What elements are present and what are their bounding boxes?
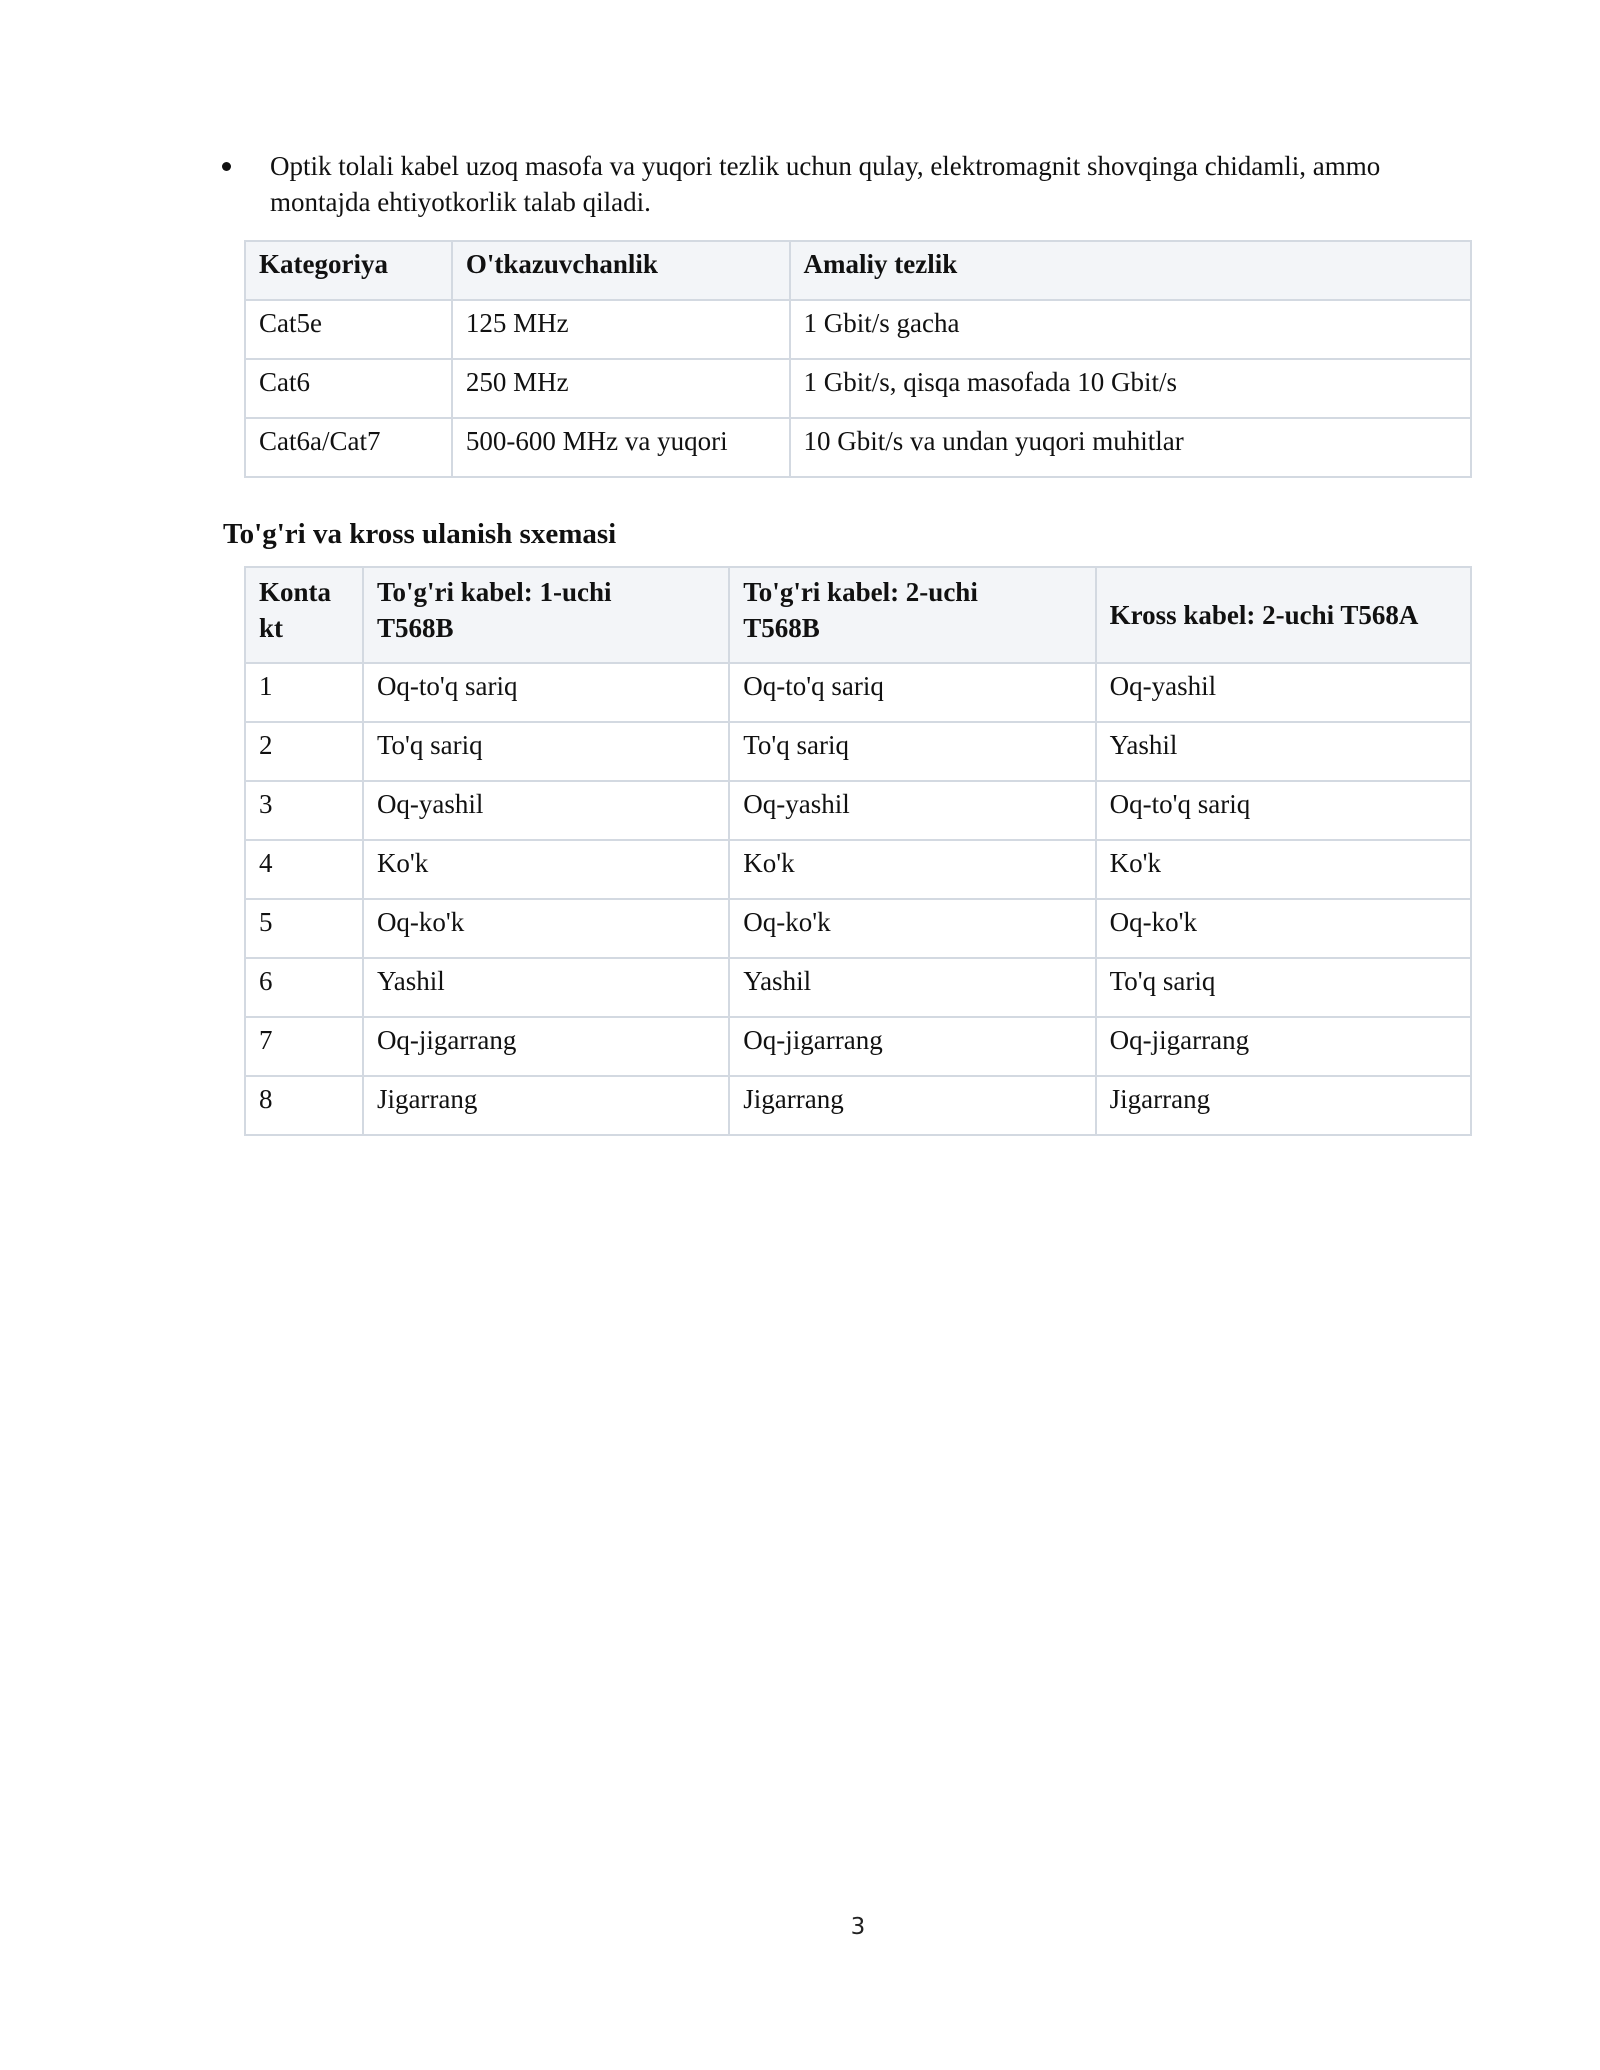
header-cell-cross-end-2 — [1096, 567, 1471, 663]
table-row — [245, 840, 1471, 899]
table-cell: Jigarrang — [729, 1076, 1095, 1135]
table-cell: Ko'k — [363, 840, 729, 899]
table-cell: Jigarrang — [1096, 1076, 1471, 1135]
table-cell: 5 — [245, 899, 363, 958]
table-row — [245, 958, 1471, 1017]
header-cell-contact — [245, 567, 363, 663]
table-cell: 500-600 MHz va yuqori — [452, 418, 790, 477]
table-cell: 7 — [245, 1017, 363, 1076]
table-row — [245, 1017, 1471, 1076]
bullet-text — [270, 148, 1472, 220]
header-line: kt — [259, 613, 284, 643]
table-cell: Oq-ko'k — [1096, 899, 1471, 958]
table-cell: 2 — [245, 722, 363, 781]
table-cell: Oq-to'q sariq — [729, 663, 1095, 722]
table-row — [245, 899, 1471, 958]
header-line: Kross kabel: 2-uchi T568A — [1109, 600, 1419, 630]
table-cell: 10 Gbit/s va undan yuqori muhitlar — [790, 418, 1471, 477]
bullet-dot-icon — [222, 162, 231, 171]
table-cell: Oq-jigarrang — [363, 1017, 729, 1076]
table-cell: To'q sariq — [1096, 958, 1471, 1017]
table-cell: Ko'k — [1096, 840, 1471, 899]
table-cell: Oq-jigarrang — [729, 1017, 1095, 1076]
header-line: To'g'ri kabel: 2-uchi — [743, 577, 978, 607]
table-row — [245, 300, 1471, 359]
bullet-text-line-1: Optik tolali kabel uzoq masofa va yuqori tezlik uchun qulay, elektromagnit shovqinga chidamli, ammo — [270, 151, 1381, 181]
table-row — [245, 663, 1471, 722]
table-cell: 8 — [245, 1076, 363, 1135]
page-number: 3 — [850, 1914, 866, 1940]
header-line: Konta — [259, 577, 332, 607]
table-cell: Oq-jigarrang — [1096, 1017, 1471, 1076]
table-cell: 1 Gbit/s, qisqa masofada 10 Gbit/s — [790, 359, 1471, 418]
header-cell-practical-speed: Amaliy tezlik — [790, 241, 1471, 300]
table-cell: Oq-yashil — [729, 781, 1095, 840]
table-header-row — [245, 567, 1471, 663]
table-cell: Oq-ko'k — [363, 899, 729, 958]
table-cell: 125 MHz — [452, 300, 790, 359]
table-cell: Ko'k — [729, 840, 1095, 899]
section-title: To'g'ri va kross ulanish sxemasi — [223, 518, 617, 550]
header-cell-straight-end-1 — [363, 567, 729, 663]
header-cell-category: Kategoriya — [245, 241, 452, 300]
table-header-row — [245, 241, 1471, 300]
table-cell: To'q sariq — [729, 722, 1095, 781]
table-row — [245, 1076, 1471, 1135]
header-cell-straight-end-2 — [729, 567, 1095, 663]
table-cell: Oq-to'q sariq — [363, 663, 729, 722]
table-cell: Oq-yashil — [363, 781, 729, 840]
table-row — [245, 781, 1471, 840]
header-line: To'g'ri kabel: 1-uchi — [376, 577, 612, 607]
table-cell: Oq-ko'k — [729, 899, 1095, 958]
table-cell: Oq-yashil — [1096, 663, 1471, 722]
table-row — [245, 418, 1471, 477]
header-line: T568B — [376, 613, 454, 643]
bullet-item — [222, 148, 1472, 220]
table-cell: Cat5e — [245, 300, 452, 359]
header-line: T568B — [743, 613, 820, 643]
table-cell: Cat6 — [245, 359, 452, 418]
table-cell: Jigarrang — [363, 1076, 729, 1135]
table-cell: To'q sariq — [363, 722, 729, 781]
table-cell: 1 Gbit/s gacha — [790, 300, 1471, 359]
cable-category-table — [244, 240, 1472, 478]
table-cell: 4 — [245, 840, 363, 899]
table-row — [245, 359, 1471, 418]
table-cell: Yashil — [363, 958, 729, 1017]
table-cell: 250 MHz — [452, 359, 790, 418]
table-cell: Oq-to'q sariq — [1096, 781, 1471, 840]
table-cell: 3 — [245, 781, 363, 840]
header-cell-bandwidth: O'tkazuvchanlik — [452, 241, 790, 300]
table-cell: 1 — [245, 663, 363, 722]
table-cell: Yashil — [729, 958, 1095, 1017]
bullet-text-line-2: montajda ehtiyotkorlik talab qiladi. — [270, 187, 651, 217]
table-cell: Yashil — [1096, 722, 1471, 781]
table-cell: 6 — [245, 958, 363, 1017]
wiring-scheme-table — [244, 566, 1472, 1136]
table-cell: Cat6a/Cat7 — [245, 418, 452, 477]
table-row — [245, 722, 1471, 781]
